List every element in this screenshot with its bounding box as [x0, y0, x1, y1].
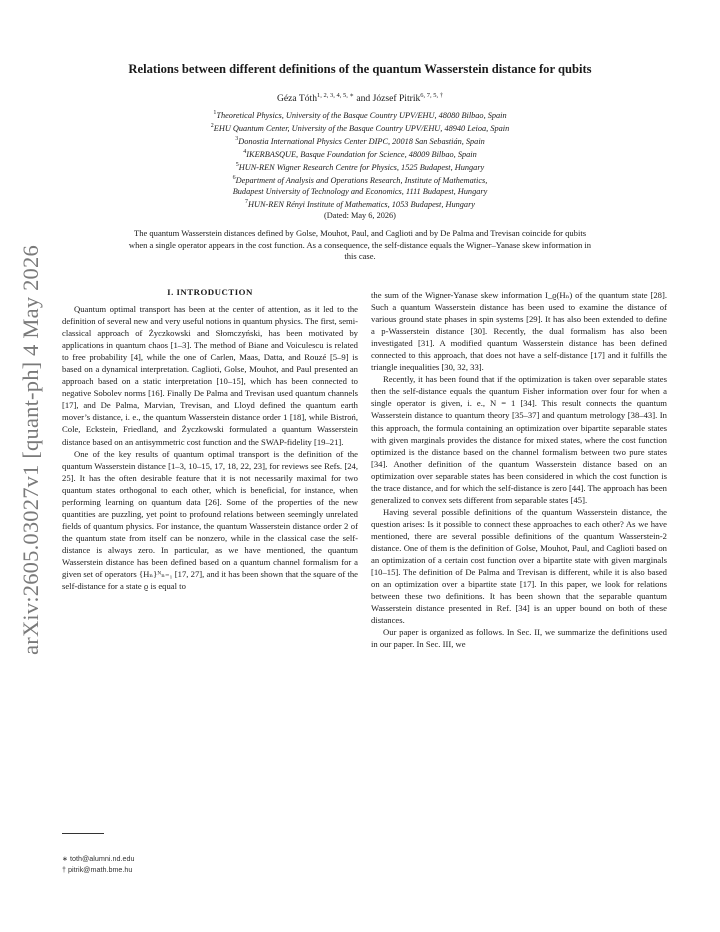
author-1-name: Géza Tóth — [276, 93, 318, 105]
body-paragraph-continued: the sum of the Wigner-Yanase skew information I_ϱ(Hₙ) of the quantum state [28]. Such a quantum Wasserstein distance has been used to examine the distance of various ground state phases in spin systems [29]. It has also been extended to define a p-Wasserstein distance [30]. Recently, the dual formalism has also been investigated [31]. A modified quantum Wasserstein distance has been defined connected to this approach, that does not have a self-distance [17] and it fulfills the triangle inequalities [30, 32, 33]. — [371, 290, 667, 373]
affiliation-6-continued — [60, 186, 660, 197]
affiliation-6-text: Department of Analysis and Operations Research, Institute of Mathematics, — [235, 175, 488, 185]
author-2-affil-marks: 6, 7, 5, † — [420, 92, 444, 99]
body-paragraph: Quantum optimal transport has been at the center of attention, as it led to the definition of several new and very useful notions in quantum physics. The first, semi-classical approach of Życzkowski and Słomczyński, has been motivated by applications in quantum chaos [1–3]. The method of Biane and Voiculescu is related to free probability [4], while the one of Carlen, Maas, Datta, and Rouzé [5–9] is based on a dynamical interpretation. Caglioti, Golse, Mouhot, and Paul presented an approach based on a static interpretation [10–15], which has been connected to negative Sobolev norms [16]. Finally De Palma and Trevisan used quantum channels [17], and De Palma, Marvian, Trevisan, and Lloyd defined the quantum earth mover’s distance, i. e., the quantum Wasserstein distance order 1 [18], while Bistroń, Cole, Eckstein, Friedland, and Życzkowski formulated a quantum Wasserstein distance based on an antisymmetric cost function and the SWAP-fidelity [19–21]. — [62, 304, 358, 447]
dated-line: (Dated: May 6, 2026) — [324, 210, 396, 220]
footnote-email-1: ∗ toth@alumni.nd.edu — [62, 854, 135, 863]
affiliations-block — [60, 108, 660, 221]
affiliation-2-text: EHU Quantum Center, University of the Basque Country UPV/EHU, 48940 Leioa, Spain — [213, 123, 510, 133]
right-column-body — [371, 289, 667, 650]
affiliation-6-number: 6 — [232, 174, 236, 181]
paper-title: Relations between different definitions of the quantum Wasserstein distance for qubits — [128, 62, 592, 76]
author-conjunction: and — [353, 93, 373, 105]
left-column-body — [62, 303, 358, 592]
footnotes — [62, 853, 134, 875]
body-paragraph: Recently, it has been found that if the optimization is taken over separable states then the self-distance equals the quantum Fisher information over four for when a single operator is given, i. e., N = 1 [34]. This result connects the quantum Wasserstein distance to quantum theory [35–37] and quantum metrology [38–43]. In this approach, the formula containing an optimization over bipartite separable states with given marginals provides the distance for mixed states, where the cost function optimized is the distance based on the channel formalism between two pure states [34]. Another definition of the quantum Wasserstein distance based on an optimization over separable states has been considered in which the cost function is the trace distance, and for which the self-distance is zero [44]. The approach has been generalized to convex sets different from separable states [45]. — [371, 374, 667, 505]
affiliation-7-text: HUN-REN Rényi Institute of Mathematics, 1053 Budapest, Hungary — [248, 199, 475, 209]
affiliation-6 — [60, 173, 660, 186]
body-paragraph: Having several possible definitions of the quantum Wasserstein distance, the question arises: Is it possible to connect these approaches to each other? As we have mentioned, there are several possible definitions of the quantum Wasserstein-2 distance. One of them is the definition of Golse, Mouhot, Paul, and Caglioti based on an optimization of a certain cost function over a bipartite state with given marginals [10–15]. The definition of De Palma and Trevisan is different, while it is also based on an optimization over a bipartite state [17]. In this paper, we look for relations between these two definitions. It has been shown that the separable quantum Wasserstein distance presented in Ref. [34] is an upper bound on both of these distances. — [371, 506, 667, 626]
arxiv-identifier-stamp — [10, 245, 52, 655]
affiliation-1-number: 1 — [213, 110, 217, 116]
affiliation-2 — [60, 121, 660, 134]
affiliation-1-text: Theoretical Physics, University of the Basque Country UPV/EHU, 48080 Bilbao, Spain — [216, 110, 507, 120]
author-line — [60, 91, 660, 104]
affiliation-7 — [60, 197, 660, 210]
body-paragraph: Our paper is organized as follows. In Sec. II, we summarize the definitions used in our paper. In Sec. III, we — [371, 627, 667, 650]
abstract: The quantum Wasserstein distances defined by Golse, Mouhot, Paul, and Caglioti and by De Palma and Trevisan coincide for qubits when a single operator appears in the cost function. As a consequence, the self-distance equals the Wigner–Yanase skew information in this case. — [128, 228, 592, 262]
affiliation-4-number: 4 — [243, 148, 247, 155]
affiliation-6-text-continued: Budapest University of Technology and Economics, 1111 Budapest, Hungary — [232, 186, 488, 196]
arxiv-stamp-text: arXiv:2605.03027v1 [quant-ph] 4 May 2026 — [18, 245, 44, 655]
footnote-divider — [62, 833, 104, 834]
affiliation-5-text: HUN-REN Wigner Research Centre for Physics, 1525 Budapest, Hungary — [238, 162, 485, 172]
author-1-affil-marks: 1, 2, 3, 4, 5, ∗ — [317, 92, 354, 99]
affiliation-5-number: 5 — [235, 161, 239, 168]
section-heading-introduction: I. INTRODUCTION — [167, 287, 253, 297]
affiliation-4 — [60, 147, 660, 160]
affiliation-3-number: 3 — [235, 135, 239, 142]
affiliation-5 — [60, 160, 660, 173]
footnote-email-2: † pitrik@math.bme.hu — [62, 865, 133, 874]
affiliation-7-number: 7 — [245, 199, 248, 206]
affiliation-3-text: Donostia International Physics Center DIPC, 20018 San Sebastián, Spain — [238, 136, 485, 146]
author-2-name: József Pitrik — [372, 93, 421, 105]
affiliation-3 — [60, 134, 660, 147]
affiliation-2-number: 2 — [210, 122, 214, 129]
affiliation-4-text: IKERBASQUE, Basque Foundation for Science, 48009 Bilbao, Spain — [246, 149, 477, 159]
affiliation-1 — [60, 108, 660, 121]
body-paragraph: One of the key results of quantum optimal transport is the definition of the quantum Wasserstein distance [1–3, 10–15, 17, 18, 22, 23], for reviews see Refs. [24, 25]. It has the often desirable feature that it is not necessarily maximal for two quantum states orthogonal to each other, which is beneficial, for instance, when performing learning on quantum data [26]. Some of the properties of the new quantities are puzzling, yet point to profound relations between seemingly unrelated fields of quantum physics. For instance, the quantum Wasserstein distance order 2 of the quantum state from itself can be nonzero, while in the classical case the self-distance is always zero. In particular, as we have mentioned, the quantum Wasserstein distance has been defined based on a quantum channel formalism for a given set of operators {Hₙ}ᴺₙ₌₁ [17, 27], and it has been shown that the square of the self-distance for a state ϱ is equal to — [62, 448, 358, 592]
